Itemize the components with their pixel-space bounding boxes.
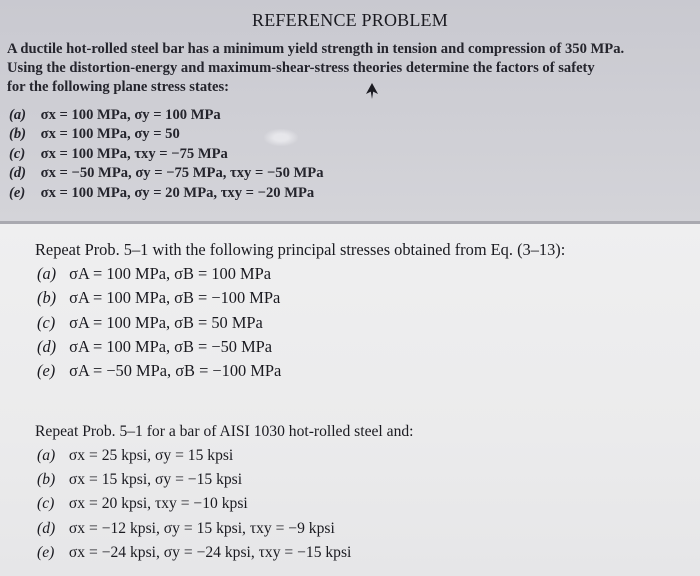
case-text: σx = 100 MPa, τxy = −75 MPa [40,145,228,162]
problem-3-case-b [35,468,414,492]
case-label: (a) [37,264,57,283]
mouse-pointer-icon [365,83,379,99]
problem-2-case-e [35,359,565,383]
case-label: (b) [37,471,56,489]
intro-line: for the following plane stress states: [7,79,229,95]
problem-3 [35,420,414,565]
reference-case-e [9,184,324,203]
panel-divider [0,221,700,224]
case-text: σA = 100 MPa, σB = −50 MPa [69,336,273,356]
case-text: σx = 20 kpsi, τxy = −10 kpsi [68,495,248,513]
problem-3-case-e [35,541,414,565]
problem-3-case-c [35,492,414,516]
case-label: (d) [37,519,56,537]
case-label: (d) [37,336,57,356]
case-label: (c) [37,495,55,513]
problem-2-case-b [35,286,565,310]
case-text: σx = 100 MPa, σy = 50 [40,126,180,143]
case-text: σx = −50 MPa, σy = −75 MPa, τxy = −50 MPa [40,165,324,182]
problem-2-case-c [35,311,565,335]
problem-3-case-d [35,517,414,541]
case-label: (e) [9,184,26,201]
case-label: (d) [9,165,27,182]
reference-intro [7,40,693,97]
case-text: σx = 25 kpsi, σy = 15 kpsi [68,447,234,464]
glare-smudge [264,129,298,146]
case-text: σA = 100 MPa, σB = 50 MPa [69,312,263,332]
problem-3-case-a [35,444,414,468]
case-label: (c) [9,145,26,162]
problem-2 [35,238,565,383]
case-label: (a) [9,107,27,123]
problem-3-lead: Repeat Prob. 5–1 for a bar of AISI 1030 hot-rolled steel and: [35,423,414,440]
case-text: σA = 100 MPa, σB = −100 MPa [69,288,281,308]
case-text: σx = 15 kpsi, σy = −15 kpsi [68,471,243,489]
intro-line: Using the distortion-energy and maximum-shear-stress theories determine the factors of safety [7,60,595,76]
case-text: σA = −50 MPa, σB = −100 MPa [69,361,282,381]
case-text: σx = 100 MPa, σy = 20 MPa, τxy = −20 MPa [40,184,315,201]
case-label: (a) [37,447,56,464]
intro-line: A ductile hot-rolled steel bar has a minimum yield strength in tension and compression of 350 MPa. [7,41,625,57]
case-label: (e) [37,361,56,381]
case-text: σA = 100 MPa, σB = 100 MPa [69,264,272,283]
case-text: σx = 100 MPa, σy = 100 MPa [40,107,221,123]
case-label: (b) [37,288,57,308]
reference-case-d [9,164,324,183]
case-label: (b) [9,126,27,143]
reference-case-c [9,145,324,164]
case-text: σx = −24 kpsi, σy = −24 kpsi, τxy = −15 kpsi [68,543,352,561]
problem-2-lead: Repeat Prob. 5–1 with the following principal stresses obtained from Eq. (3–13): [35,240,566,259]
case-text: σx = −12 kpsi, σy = 15 kpsi, τxy = −9 kpsi [68,519,335,537]
problem-2-case-d [35,335,565,359]
reference-case-a [9,106,324,125]
case-label: (e) [37,543,55,561]
case-label: (c) [37,312,56,332]
reference-case-list [9,106,324,203]
reference-title: REFERENCE PROBLEM [252,10,448,30]
problem-2-case-a [35,262,565,286]
